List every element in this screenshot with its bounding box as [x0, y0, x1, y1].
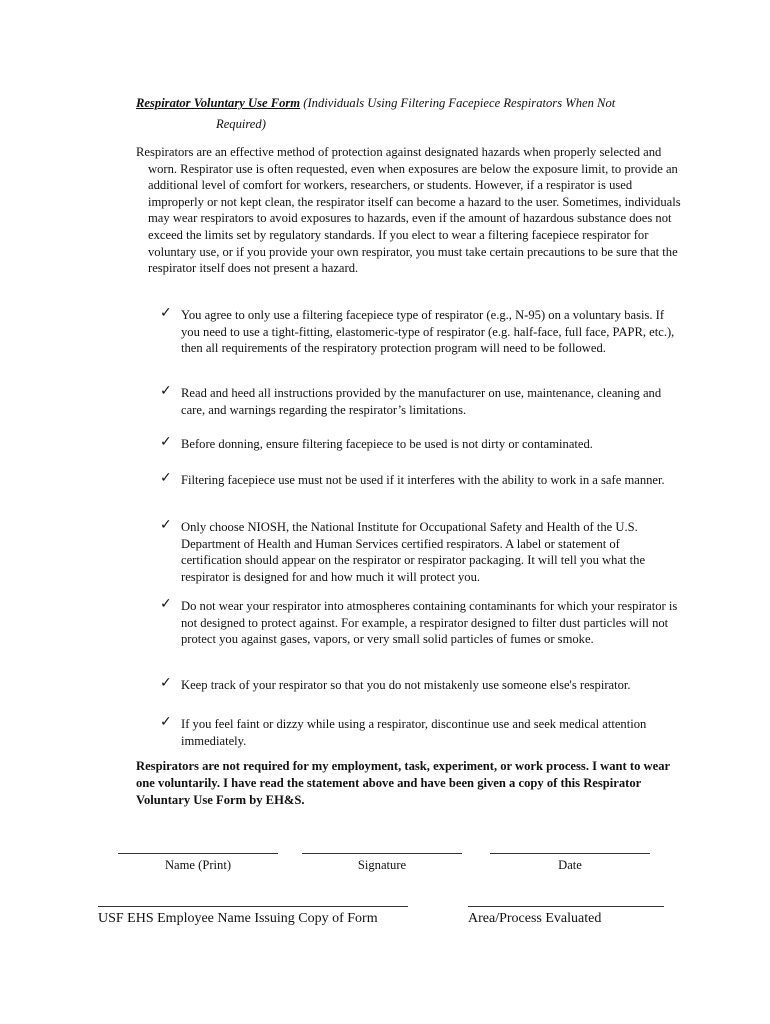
list-item-text: You agree to only use a filtering facepiece type of respirator (e.g., N-95) on a voluntary basis. If you need to use a tight-fitting, elastomeric-type of respirator (e.g. half-face, full face, PAPR, etc.), then all requirements of the respiratory protection program will need to be followed.: [181, 308, 675, 356]
form-title: [136, 93, 696, 135]
issuing-employee-line[interactable]: [98, 906, 408, 907]
form-title-subtitle: (Individuals Using Filtering Facepiece Respirators When Not: [303, 96, 616, 110]
issuing-employee-label: USF EHS Employee Name Issuing Copy of Form: [98, 911, 378, 926]
list-item-text: Do not wear your respirator into atmospheres containing contaminants for which your respirator is not designed to protect against. For example, a respirator designed to filter dust particles will not protect you against gases, vapors, or very small solid particles of fumes or smoke.: [181, 599, 678, 647]
signature-line[interactable]: [302, 853, 462, 854]
checkmark-icon: ✓: [160, 470, 172, 486]
checkmark-icon: ✓: [160, 305, 172, 321]
list-item-text: Only choose NIOSH, the National Institute for Occupational Safety and Health of the U.S. Department of Health and Human Services certified respirators. A label or statement of certification should appear on the respirator or respirator packaging. It will tell you what the respirator is designed for and how much it will protect you.: [181, 520, 646, 584]
name-print-line[interactable]: [118, 853, 278, 854]
checkmark-icon: ✓: [160, 434, 172, 450]
area-process-line[interactable]: [468, 906, 664, 907]
checkmark-icon: ✓: [160, 714, 172, 730]
area-process-label: Area/Process Evaluated: [468, 911, 602, 926]
intro-paragraph: Respirators are an effective method of protection against designated hazards when properly selected and worn. Respirator use is often requested, even when exposures are below the exposure limit, to provide an additional level of comfort for workers, researchers, or students. However, if a respirator is used improperly or not kept clean, the respirator itself can become a hazard to the user. Sometimes, individuals may wear respirators to avoid exposures to hazards, even if the amount of hazardous substance does not exceed the limits set by regulatory standards. If you elect to wear a filtering facepiece respirator for voluntary use, or if you provide your own respirator, you must take certain precautions to be sure that the respirator itself does not present a hazard.: [136, 145, 681, 276]
checkmark-icon: ✓: [160, 675, 172, 691]
date-line[interactable]: [490, 853, 650, 854]
checkmark-icon: ✓: [160, 517, 172, 533]
form-title-subtitle-cont: Required): [216, 117, 266, 131]
consent-statement: Respirators are not required for my employment, task, experiment, or work process. I want to wear one voluntarily. I have read the statement above and have been given a copy of this Respirator Voluntary Use Form by EH&S.: [136, 759, 670, 807]
list-item-text: If you feel faint or dizzy while using a respirator, discontinue use and seek medical attention immediately.: [181, 717, 647, 748]
form-title-main: Respirator Voluntary Use Form: [136, 96, 301, 110]
checkmark-icon: ✓: [160, 383, 172, 399]
list-item-text: Read and heed all instructions provided by the manufacturer on use, maintenance, cleaning and care, and warnings regarding the respirator’s limitations.: [181, 386, 662, 417]
date-label: Date: [558, 858, 582, 872]
signature-label: Signature: [357, 858, 407, 872]
list-item-text: Filtering facepiece use must not be used if it interferes with the ability to work in a safe manner.: [181, 473, 665, 487]
checkmark-icon: ✓: [160, 596, 172, 612]
name-print-label: Name (Print): [164, 858, 232, 872]
list-item-text: Before donning, ensure filtering facepiece to be used is not dirty or contaminated.: [181, 437, 593, 451]
list-item-text: Keep track of your respirator so that you do not mistakenly use someone else's respirator.: [181, 678, 631, 692]
